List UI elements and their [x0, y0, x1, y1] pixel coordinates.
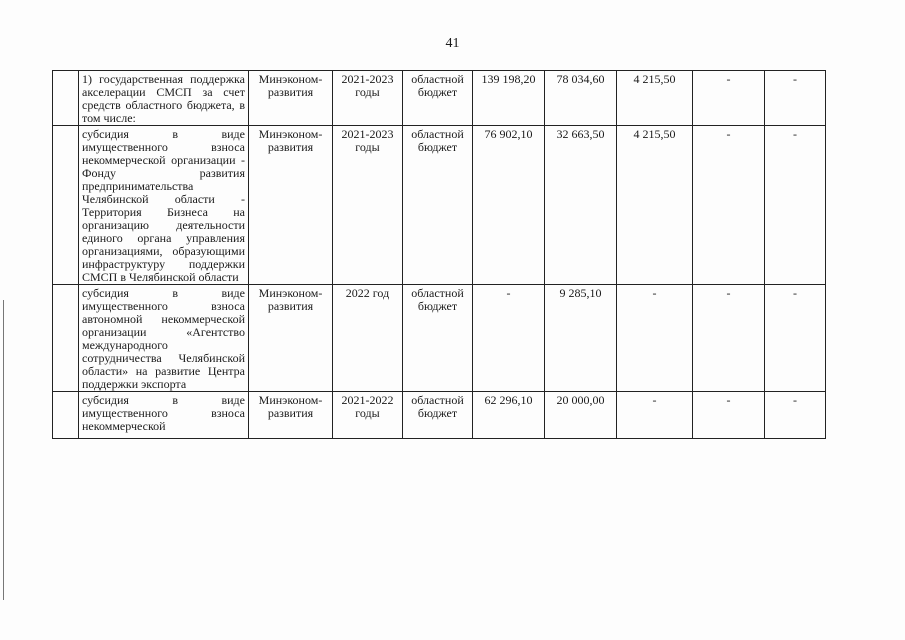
amount-year-3-cell: - — [693, 126, 765, 285]
page-number: 41 — [445, 36, 460, 51]
margin-rule — [3, 300, 4, 600]
table-row — [53, 392, 826, 439]
amount-year-2-cell: - — [617, 392, 693, 439]
row-number-cell — [53, 392, 79, 439]
amount-year-4-cell: - — [765, 392, 826, 439]
executor-cell: Минэконом-развития — [249, 392, 333, 439]
description-cell: субсидия в виде имущественного взноса некоммерческой — [79, 392, 249, 439]
amount-total-cell: 76 902,10 — [473, 126, 545, 285]
period-cell: 2021-2023 годы — [333, 71, 403, 126]
amount-year-3-cell: - — [693, 285, 765, 392]
row-number-cell — [53, 71, 79, 126]
amount-year-2-cell: 4 215,50 — [617, 71, 693, 126]
row-number-cell — [53, 126, 79, 285]
table-row — [53, 71, 826, 126]
row-number-cell — [53, 285, 79, 392]
amount-total-cell: 62 296,10 — [473, 392, 545, 439]
budget-table — [52, 70, 826, 439]
source-cell: областной бюджет — [403, 285, 473, 392]
amount-year-1-cell: 32 663,50 — [545, 126, 617, 285]
description-cell: 1) государственная поддержка акселерации СМСП за счет средств областного бюджета, в том числе: — [79, 71, 249, 126]
amount-year-2-cell: - — [617, 285, 693, 392]
description-cell: субсидия в виде имущественного взноса автономной некоммерческой организации «Агентство международного сотрудничества Челябинской области» на развитие Центра поддержки экспорта — [79, 285, 249, 392]
table-row — [53, 285, 826, 392]
amount-total-cell: 139 198,20 — [473, 71, 545, 126]
period-cell: 2021-2022 годы — [333, 392, 403, 439]
amount-year-3-cell: - — [693, 392, 765, 439]
amount-year-1-cell: 20 000,00 — [545, 392, 617, 439]
table-row — [53, 126, 826, 285]
amount-year-1-cell: 9 285,10 — [545, 285, 617, 392]
executor-cell: Минэконом-развития — [249, 285, 333, 392]
amount-year-1-cell: 78 034,60 — [545, 71, 617, 126]
amount-year-4-cell: - — [765, 285, 826, 392]
period-cell: 2022 год — [333, 285, 403, 392]
amount-year-4-cell: - — [765, 71, 826, 126]
amount-year-2-cell: 4 215,50 — [617, 126, 693, 285]
description-cell: субсидия в виде имущественного взноса некоммерческой организации - Фонду развития предпринимательства Челябинской области - Территория Бизнеса на организацию деятельности единого органа управления организациями, образующими инфраструктуру поддержки СМСП в Челябинской области — [79, 126, 249, 285]
executor-cell: Минэконом-развития — [249, 71, 333, 126]
source-cell: областной бюджет — [403, 392, 473, 439]
amount-year-3-cell: - — [693, 71, 765, 126]
executor-cell: Минэконом-развития — [249, 126, 333, 285]
amount-total-cell: - — [473, 285, 545, 392]
source-cell: областной бюджет — [403, 126, 473, 285]
amount-year-4-cell: - — [765, 126, 826, 285]
period-cell: 2021-2023 годы — [333, 126, 403, 285]
source-cell: областной бюджет — [403, 71, 473, 126]
